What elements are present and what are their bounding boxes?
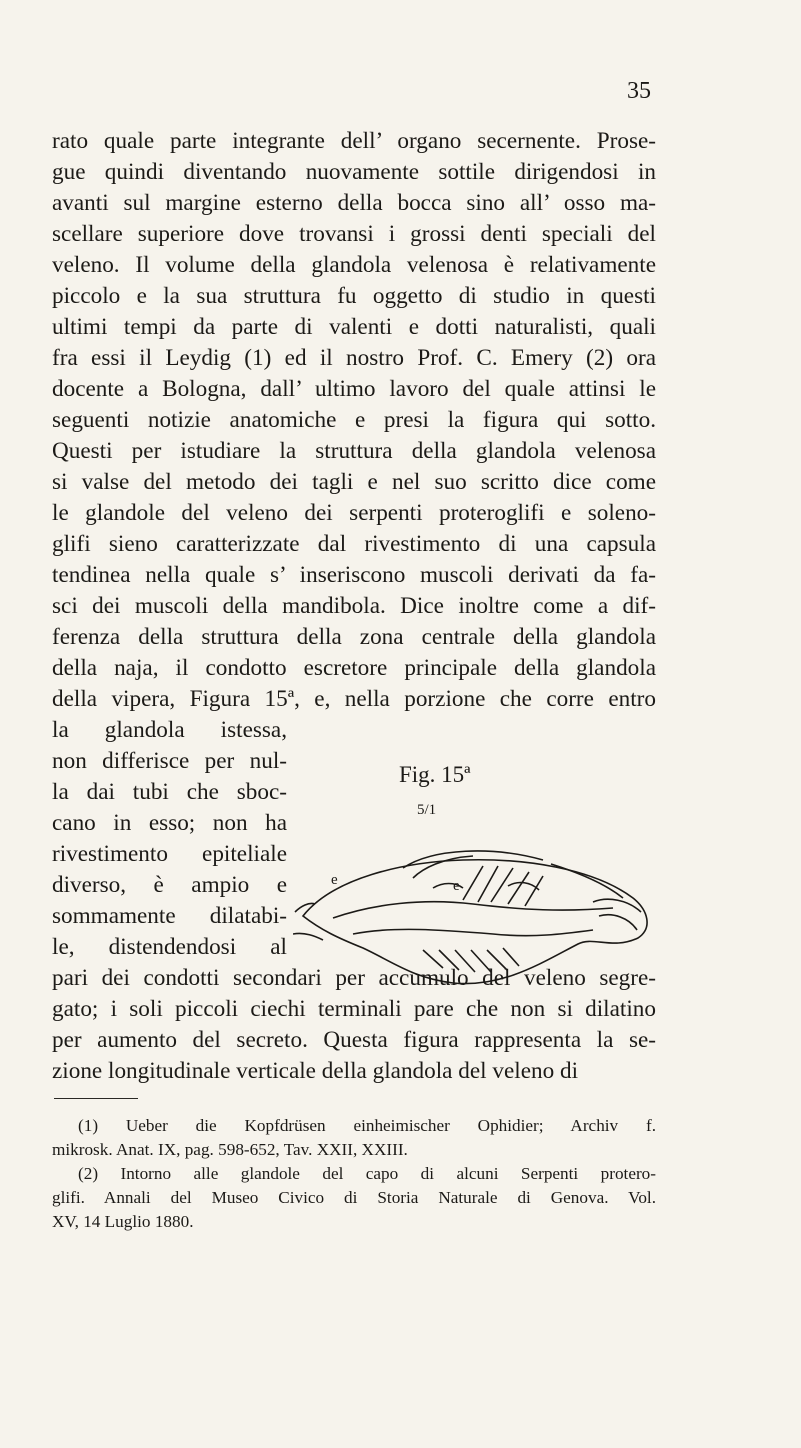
text-line: ultimi tempi da parte di valenti e dotti naturalisti, quali [52, 314, 656, 340]
text-line: ferenza della struttura della zona centrale della glandola [52, 624, 656, 650]
wrap-line: rivestimento epiteliale [52, 841, 287, 867]
footnote-rule [54, 1098, 138, 1099]
text-line: si valse del metodo dei tagli e nel suo scritto dice come [52, 469, 656, 495]
footnote-line: XV, 14 Luglio 1880. [52, 1212, 194, 1231]
text-line: seguenti notizie anatomiche e presi la figura qui sotto. [52, 407, 656, 433]
wrap-line: sommamente dilatabi- [52, 903, 287, 929]
wrap-line: la glandola istessa, [52, 717, 287, 743]
text-line: scellare superiore dove trovansi i grossi denti speciali del [52, 221, 656, 247]
footnotes [52, 1114, 656, 1234]
text-line: le glandole del veleno dei serpenti proteroglifi e soleno- [52, 500, 656, 526]
gland-section-drawing [293, 838, 658, 988]
text-line: pari dei condotti secondari per accumulo del veleno segre- [52, 965, 656, 991]
text-line: rato quale parte integrante dell’ organo secernente. Prose- [52, 128, 656, 154]
footnote-line: (1) Ueber die Kopfdrüsen einheimischer Ophidier; Archiv f. [78, 1116, 656, 1135]
text-line: per aumento del secreto. Questa figura rappresenta la se- [52, 1027, 656, 1053]
text-line: piccolo e la sua struttura fu oggetto di studio in questi [52, 283, 656, 309]
figure-label-e: e [331, 872, 338, 888]
wrap-line: diverso, è ampio e [52, 872, 287, 898]
text-line: fra essi il Leydig (1) ed il nostro Prof. C. Emery (2) ora [52, 345, 656, 371]
wrap-line: le, distendendosi al [52, 934, 287, 960]
figure-15a [293, 752, 658, 994]
text-line: glifi sieno caratterizzate dal rivestimento di una capsula [52, 531, 656, 557]
text-line: veleno. Il volume della glandola velenosa è relativamente [52, 252, 656, 278]
figure-caption: Fig. 15ª [399, 762, 471, 787]
text-line: della vipera, Figura 15ª, e, nella porzione che corre entro [52, 686, 656, 712]
text-line: sci dei muscoli della mandibola. Dice inoltre come a dif- [52, 593, 656, 619]
wrap-line: la dai tubi che sboc- [52, 779, 287, 805]
page-number: 35 [627, 78, 651, 104]
footnote-line: glifi. Annali del Museo Civico di Storia Naturale di Genova. Vol. [52, 1188, 656, 1207]
figure-scale: 5/1 [417, 802, 437, 818]
wrap-line: cano in esso; non ha [52, 810, 287, 836]
text-line: Questi per istudiare la struttura della glandola velenosa [52, 438, 656, 464]
wrap-line: non differisce per nul- [52, 748, 287, 774]
text-line: avanti sul margine esterno della bocca sino all’ osso ma- [52, 190, 656, 216]
text-line: gue quindi diventando nuovamente sottile dirigendosi in [52, 159, 656, 185]
figure-label-e: e [453, 878, 460, 894]
text-line: docente a Bologna, dall’ ultimo lavoro del quale attinsi le [52, 376, 656, 402]
text-line: gato; i soli piccoli ciechi terminali pare che non si dilatino [52, 996, 656, 1022]
text-line: della naja, il condotto escretore principale della glandola [52, 655, 656, 681]
footnote-line: (2) Intorno alle glandole del capo di alcuni Serpenti protero- [78, 1164, 656, 1183]
text-line: zione longitudinale verticale della glandola del veleno di [52, 1058, 579, 1084]
footnote-line: mikrosk. Anat. IX, pag. 598-652, Tav. XXII, XXIII. [52, 1140, 408, 1159]
text-line: tendinea nella quale s’ inseriscono muscoli derivati da fa- [52, 562, 656, 588]
